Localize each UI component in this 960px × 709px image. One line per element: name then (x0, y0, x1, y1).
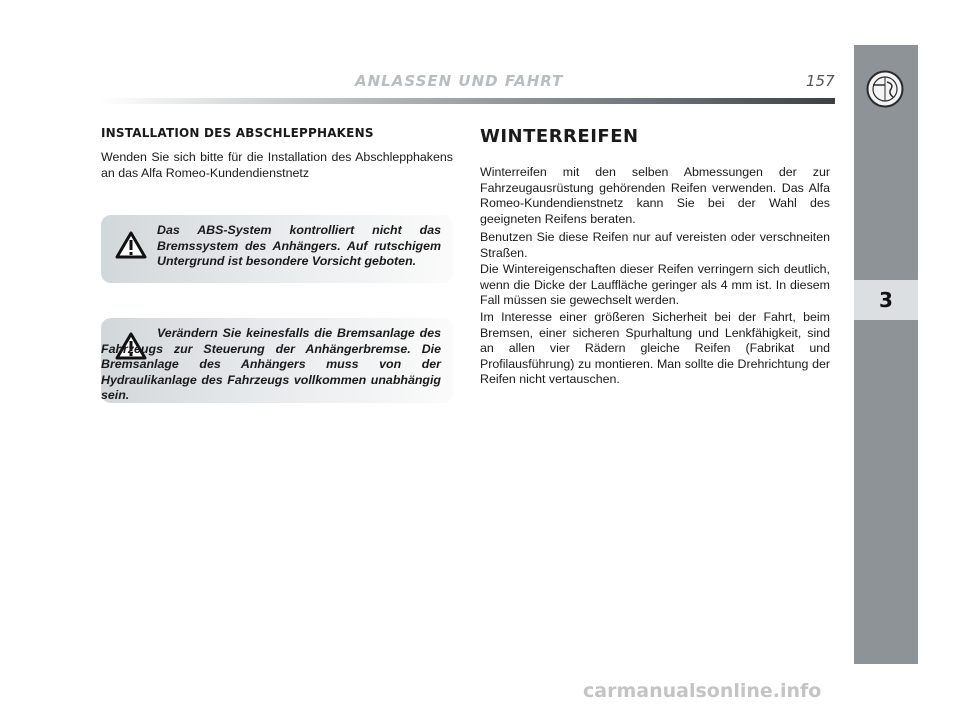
chapter-tab[interactable]: 3 (854, 280, 918, 320)
winter-tires-paragraph: Winterreifen mit den selben Abmessungen der zur Fahrzeugausrüstung gehörenden Reifen verwenden. Das Alfa Romeo-Kundendienstnetz kann Sie bei der Wahl des geeigneten Reifens beraten. (480, 165, 830, 226)
warning-box (101, 318, 453, 403)
winter-tires-paragraph: Benutzen Sie diese Reifen nur auf vereisten oder verschneiten Straßen. (480, 230, 830, 260)
warning-triangle-icon (115, 231, 147, 259)
winter-tires-paragraph: Im Interesse einer größeren Sicherheit bei der Fahrt, beim Bremsen, einer sicheren Spurhaltung und Lenkfähigkeit, sind an allen vier Rädern gleiche Reifen (Fabrikat und Profilausführung) zu montieren. Man sollte die Drehrichtung der Reifen nicht vertauschen. (480, 310, 830, 386)
section-heading-towing-hook: INSTALLATION DES ABSCHLEPPHAKENS (101, 126, 374, 140)
towing-hook-intro: Wenden Sie sich bitte für die Installation des Abschlepphakens an das Alfa Romeo-Kundendienstnetz (101, 150, 453, 180)
page-number: 157 (806, 72, 835, 90)
warning-box (101, 215, 453, 283)
winter-tires-paragraph: Die Wintereigenschaften dieser Reifen verringern sich deutlich, wenn die Dicke der Lauffläche geringer als 4 mm ist. In diesem Fall müssen sie gewechselt werden. (480, 262, 830, 307)
alfa-romeo-logo-icon (866, 70, 904, 108)
warning-text: Das ABS-System kontrolliert nicht das Bremssystem des Anhängers. Auf rutschigem Untergrund ist besondere Vorsicht geboten. (157, 223, 441, 268)
section-heading-winter-tires: WINTERREIFEN (480, 126, 639, 147)
chapter-sidebar (854, 45, 918, 664)
watermark: carmanualsonline.info (583, 680, 822, 702)
warning-text: Verändern Sie keinesfalls die Bremsanlage des Fahrzeugs zur Steuerung der Anhängerbremse. Die Bremsanlage des Anhängers muss von der Hydraulikanlage des Fahrzeugs vollkommen unabhängig sein. (101, 326, 441, 402)
header-divider (100, 98, 835, 104)
page-header-title: ANLASSEN UND FAHRT (355, 72, 564, 90)
